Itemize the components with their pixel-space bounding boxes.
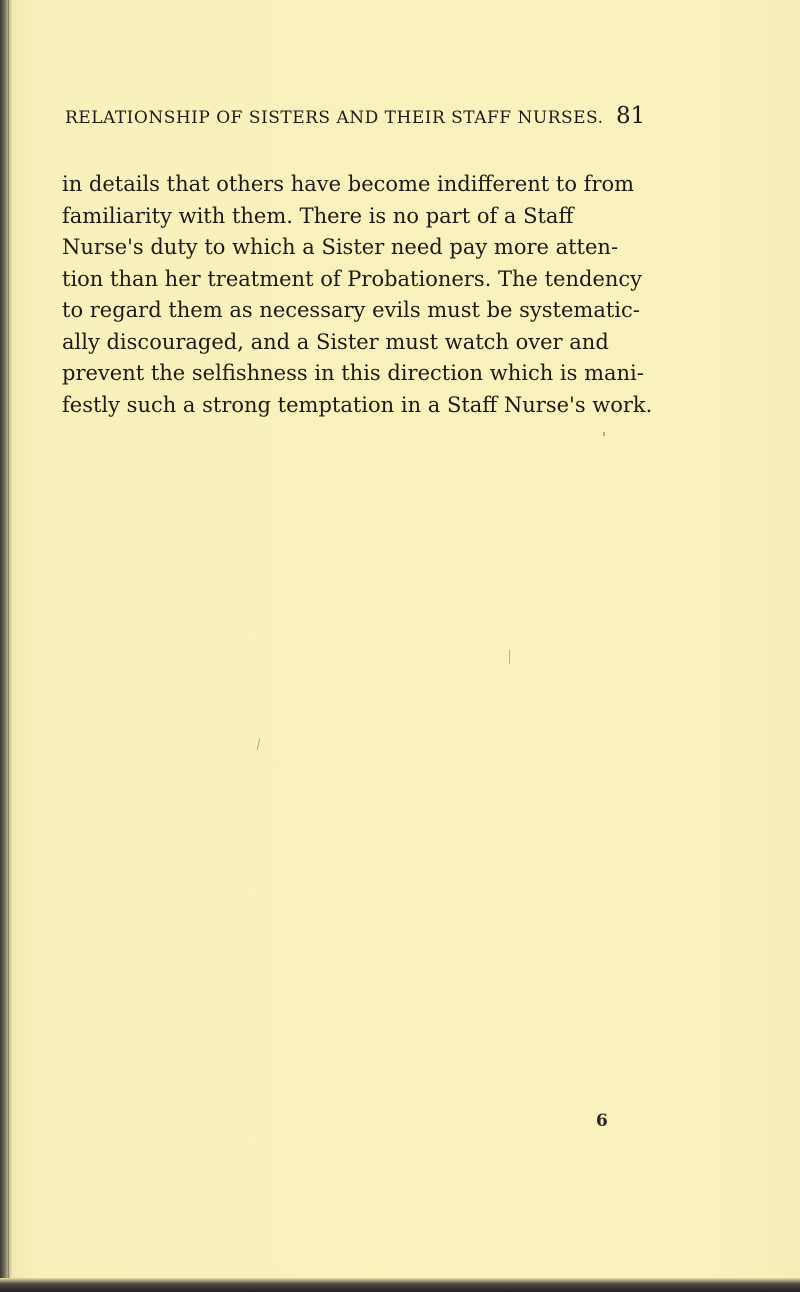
- page-bottom-edge: [0, 1278, 800, 1292]
- text-line: Nurse's duty to which a Sister need pay more atten-: [62, 235, 619, 259]
- binding-rule: [8, 0, 9, 1292]
- paper-speck: [257, 738, 260, 750]
- printer-signature-mark: 6: [596, 1111, 608, 1131]
- paper-speck: [603, 432, 605, 436]
- text-line: ally discouraged, and a Sister must watch over and: [62, 329, 609, 354]
- running-head: RELATIONSHIP OF SISTERS AND THEIR STAFF NURSES.: [65, 108, 604, 128]
- text-line: to regard them as necessary evils must be systematic-: [62, 298, 640, 322]
- body-paragraph: [62, 169, 662, 421]
- page-number: 81: [616, 103, 646, 129]
- text-line: in details that others have become indifferent to from: [62, 172, 635, 196]
- text-line: familiarity with them. There is no part of a Staff: [62, 203, 574, 228]
- binding-edge: [0, 0, 12, 1292]
- paper-speck: [509, 650, 510, 664]
- text-line: prevent the selfishness in this direction which is mani-: [62, 361, 644, 385]
- text-line: festly such a strong temptation in a Staff Nurse's work.: [62, 392, 653, 417]
- text-line: tion than her treatment of Probationers. The tendency: [62, 266, 643, 291]
